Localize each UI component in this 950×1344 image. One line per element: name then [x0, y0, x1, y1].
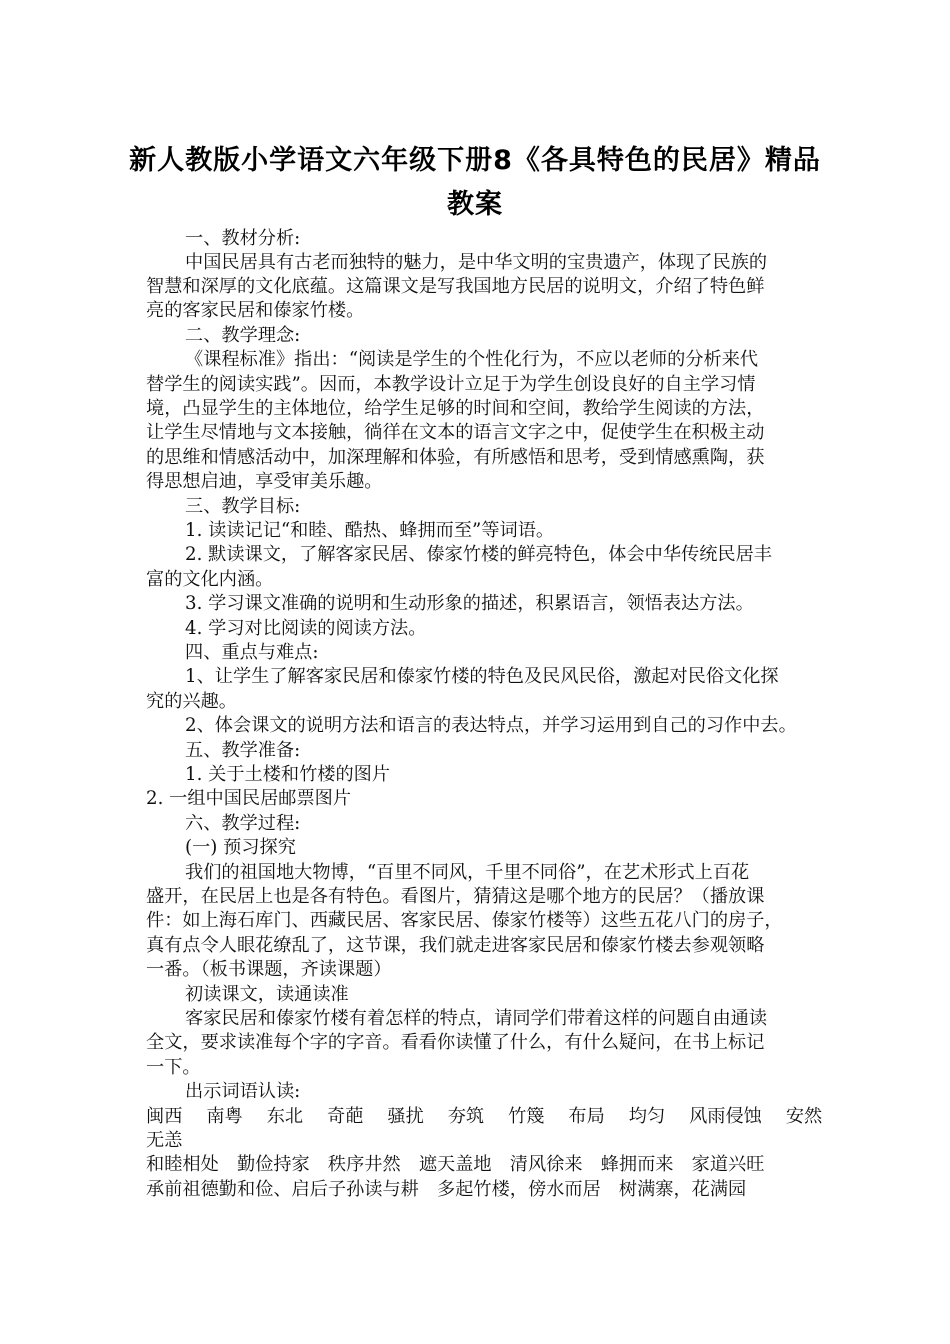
vocabulary-line: 承前祖德勤和俭、启后子孙读与耕 多起竹楼，傍水而居 树满寨，花满园 — [146, 1179, 747, 1200]
goal-item: 2. 默读课文，了解客家民居、傣家竹楼的鲜亮特色，体会中华传统民居丰 — [185, 544, 772, 565]
document-title-line-1: 新人教版小学语文六年级下册8《各具特色的民居》精品 — [129, 145, 821, 176]
paragraph-line: 一番。（板书课题，齐读课题） — [146, 959, 392, 980]
paragraph-line: 件：如上海石库门、西藏民居、客家民居、傣家竹楼等）这些五花八门的房子， — [146, 910, 783, 931]
paragraph-line: 的思维和情感活动中，加深理解和体验，有所感悟和思考，受到情感熏陶，获 — [146, 447, 765, 468]
paragraph-line: 《课程标准》指出：“阅读是学生的个性化行为，不应以老师的分析来代 — [185, 349, 759, 370]
heading-teaching-preparation: 五、教学准备: — [185, 740, 301, 761]
preparation-item: 1. 关于土楼和竹楼的图片 — [185, 764, 391, 785]
preparation-item: 2. 一组中国民居邮票图片 — [146, 788, 352, 809]
heading-teaching-philosophy: 二、教学理念: — [185, 325, 301, 346]
paragraph-line: 客家民居和傣家竹楼有着怎样的特点，请同学们带着这样的问题自由通读 — [185, 1008, 768, 1029]
paragraph-line: 境，凸显学生的主体地位，给学生足够的时间和空间，教给学生阅读的方法， — [146, 398, 765, 419]
paragraph-line: 盛开，在民居上也是各有特色。看图片，猜猜这是哪个地方的民居？（播放课 — [146, 886, 765, 907]
vocabulary-line: 无恙 — [146, 1130, 183, 1151]
key-point-item: 2、体会课文的说明方法和语言的表达特点，并学习运用到自己的习作中去。 — [185, 715, 797, 736]
goal-item: 4. 学习对比阅读的阅读方法。 — [185, 618, 427, 639]
paragraph-line: 亮的客家民居和傣家竹楼。 — [146, 300, 365, 321]
vocabulary-line: 闽西 南粤 东北 奇葩 骚扰 夯筑 竹篾 布局 均匀 风雨侵蚀 安然 — [146, 1106, 823, 1127]
goal-item: 3. 学习课文准确的说明和生动形象的描述，积累语言，领悟表达方法。 — [185, 593, 754, 614]
subheading-vocabulary: 出示词语认读: — [185, 1081, 301, 1102]
subheading-first-reading: 初读课文，读通读准 — [185, 984, 349, 1005]
heading-teaching-goals: 三、教学目标: — [185, 496, 301, 517]
paragraph-line: 智慧和深厚的文化底蕴。这篇课文是写我国地方民居的说明文，介绍了特色鲜 — [146, 276, 765, 297]
paragraph-line: 富的文化内涵。 — [146, 569, 274, 590]
paragraph-line: 真有点令人眼花缭乱了，这节课，我们就走进客家民居和傣家竹楼去参观领略 — [146, 935, 765, 956]
document-title-line-2: 教案 — [447, 189, 503, 220]
paragraph-line: 全文，要求读准每个字的字音。看看你读懂了什么，有什么疑问，在书上标记 — [146, 1032, 765, 1053]
paragraph-line: 究的兴趣。 — [146, 691, 237, 712]
paragraph-line: 替学生的阅读实践”。因而，本教学设计立足于为学生创设良好的自主学习情 — [146, 374, 756, 395]
heading-textbook-analysis: 一、教材分析: — [185, 228, 301, 249]
vocabulary-line: 和睦相处 勤俭持家 秩序井然 遮天盖地 清风徐来 蜂拥而来 家道兴旺 — [146, 1154, 765, 1175]
paragraph-line: 让学生尽情地与文本接触，徜徉在文本的语言文字之中，促使学生在积极主动 — [146, 422, 765, 443]
heading-key-points: 四、重点与难点: — [185, 642, 319, 663]
key-point-item: 1、让学生了解客家民居和傣家竹楼的特色及民风民俗，激起对民俗文化探 — [185, 666, 779, 687]
subheading-preview: (一) 预习探究 — [185, 837, 296, 858]
paragraph-line: 得思想启迪，享受审美乐趣。 — [146, 471, 383, 492]
goal-item: 1. 读读记记“和睦、酷热、蜂拥而至”等词语。 — [185, 520, 555, 541]
paragraph-line: 我们的祖国地大物博，“百里不同风，千里不同俗”，在艺术形式上百花 — [185, 862, 750, 883]
paragraph-line: 一下。 — [146, 1057, 201, 1078]
paragraph-line: 中国民居具有古老而独特的魅力，是中华文明的宝贵遗产，体现了民族的 — [185, 252, 768, 273]
heading-teaching-process: 六、教学过程: — [185, 813, 301, 834]
